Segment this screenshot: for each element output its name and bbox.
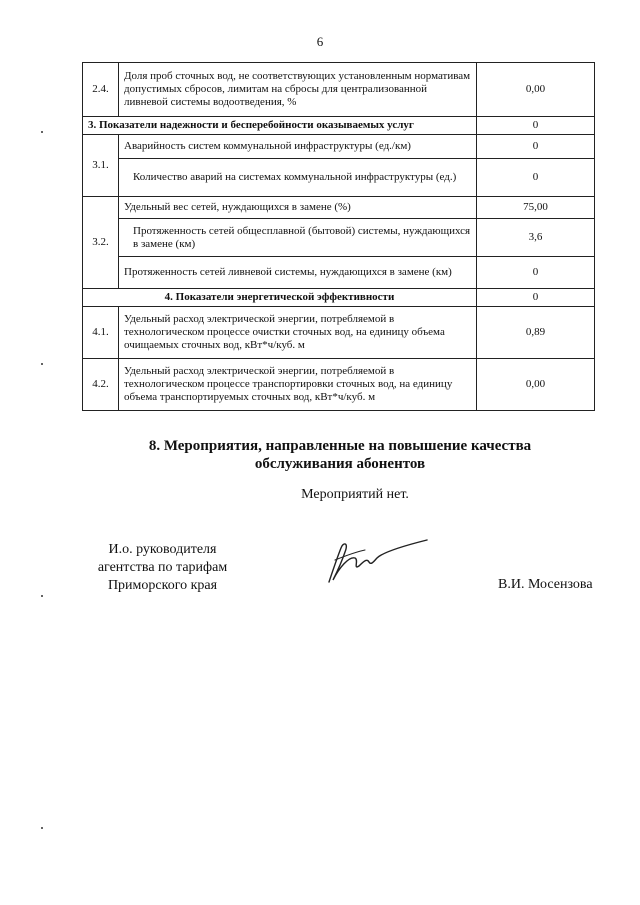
table-section-row — [83, 117, 595, 135]
table-row — [83, 159, 595, 197]
row-value: 0 — [477, 159, 595, 197]
signatory-title-line: И.о. руководителя — [108, 542, 217, 557]
row-description: Протяженность сетей общесплавной (бытовой) системы, нуждающихся в замене (км) — [119, 219, 477, 257]
signatory-name: В.И. Мосензова — [498, 577, 593, 592]
row-number: 3.1. — [83, 135, 119, 197]
section-title: 3. Показатели надежности и бесперебойности оказываемых услуг — [83, 117, 477, 135]
row-value: 0 — [477, 135, 595, 159]
margin-mark — [41, 827, 43, 829]
signatory-title — [80, 541, 245, 595]
row-number: 3.2. — [83, 197, 119, 289]
row-value: 3,6 — [477, 219, 595, 257]
handwritten-signature — [315, 530, 435, 590]
heading-line: обслуживания абонентов — [254, 456, 426, 472]
indicators-table — [82, 62, 595, 411]
row-value: 0,00 — [477, 63, 595, 117]
table-section-row — [83, 289, 595, 307]
row-description: Доля проб сточных вод, не соответствующих установленным нормативам допустимых сбросов, лимитам на сбросы для централизованной ливневой системы водоотведения, % — [119, 63, 477, 117]
row-description: Удельный расход электрической энергии, потребляемой в технологическом процессе очистки сточных вод, на единицу объема очищаемых сточных вод, кВт*ч/куб. м — [119, 307, 477, 359]
row-value: 0,89 — [477, 307, 595, 359]
row-value: 0 — [477, 117, 595, 135]
page-number: 6 — [316, 34, 324, 49]
row-description: Протяженность сетей ливневой системы, нуждающихся в замене (км) — [119, 257, 477, 289]
row-value: 75,00 — [477, 197, 595, 219]
table-row — [83, 257, 595, 289]
row-value: 0,00 — [477, 359, 595, 411]
row-description: Удельный расход электрической энергии, потребляемой в технологическом процессе транспортировки сточных вод, на единицу объема транспортируемых сточных вод, кВт*ч/куб. м — [119, 359, 477, 411]
section-8-heading — [100, 437, 580, 473]
section-title: 4. Показатели энергетической эффективности — [83, 289, 477, 307]
row-number: 4.2. — [83, 359, 119, 411]
margin-mark — [41, 131, 43, 133]
table-row — [83, 63, 595, 117]
row-value: 0 — [477, 289, 595, 307]
table-row — [83, 197, 595, 219]
table-row — [83, 359, 595, 411]
row-description: Аварийность систем коммунальной инфраструктуры (ед./км) — [119, 135, 477, 159]
signatory-title-line: Приморского края — [107, 578, 218, 593]
table-row — [83, 307, 595, 359]
signatory-title-line: агентства по тарифам — [97, 560, 228, 575]
row-number: 4.1. — [83, 307, 119, 359]
section-8-text: Мероприятий нет. — [301, 487, 409, 502]
table-row — [83, 135, 595, 159]
row-description: Удельный вес сетей, нуждающихся в замене (%) — [119, 197, 477, 219]
row-number: 2.4. — [83, 63, 119, 117]
row-description: Количество аварий на системах коммунальной инфраструктуры (ед.) — [119, 159, 477, 197]
row-value: 0 — [477, 257, 595, 289]
table-row — [83, 219, 595, 257]
margin-mark — [41, 363, 43, 365]
heading-line: 8. Мероприятия, направленные на повышение качества — [148, 438, 532, 454]
margin-mark — [41, 595, 43, 597]
